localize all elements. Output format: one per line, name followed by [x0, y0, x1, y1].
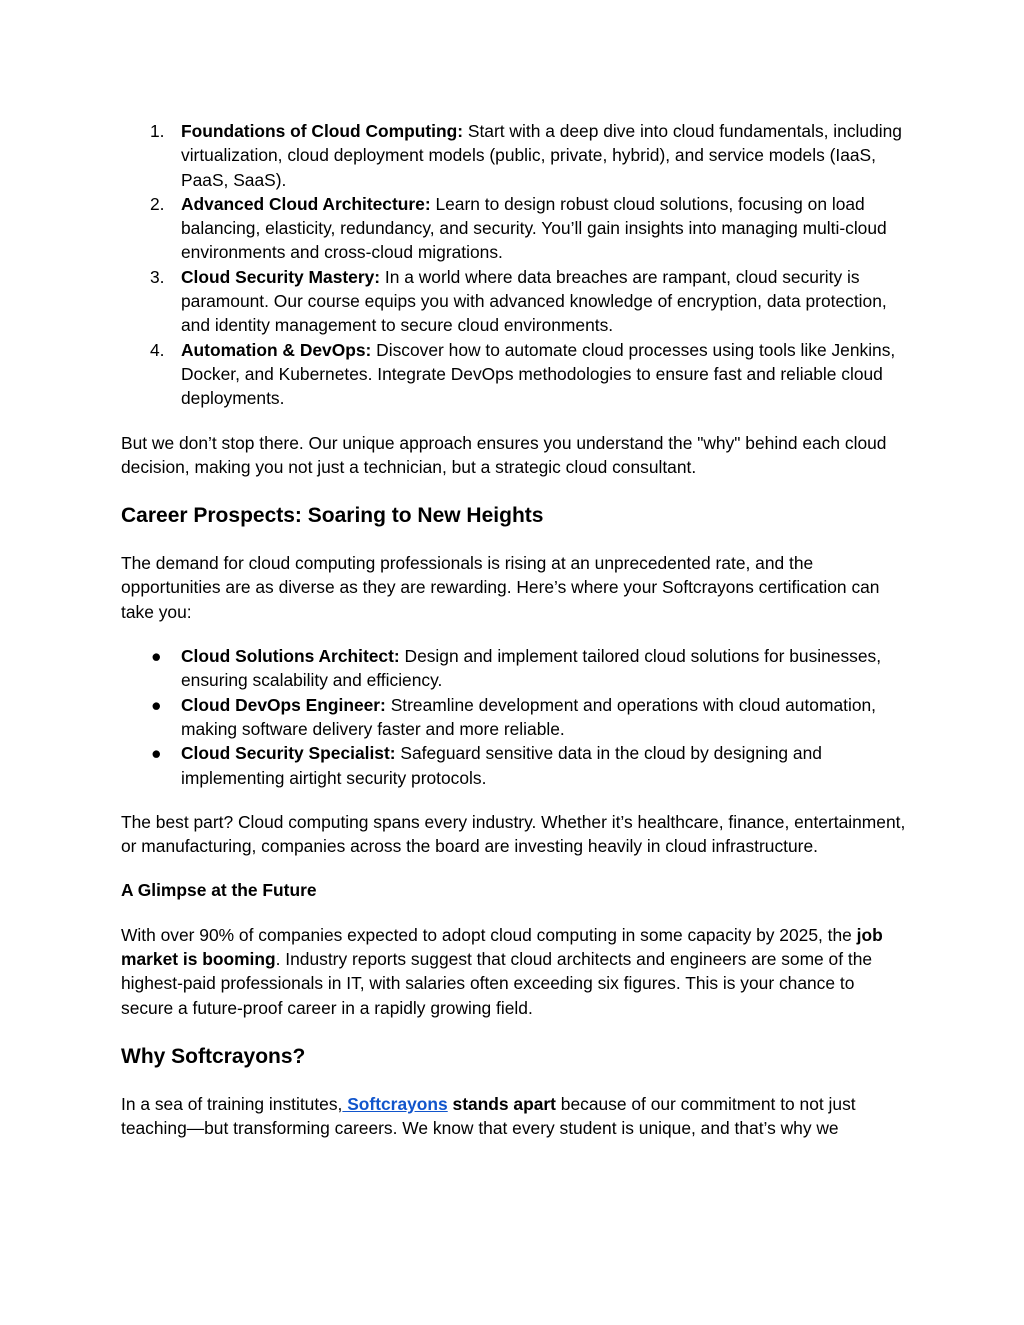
- list-item: [121, 693, 906, 742]
- list-item: [121, 192, 906, 265]
- document-page: [121, 119, 906, 1141]
- bullet-icon: ●: [151, 694, 162, 715]
- list-item-text: Start with a deep dive into cloud fundamentals, including virtualization, cloud deployment models (public, private, hybrid), and service models (IaaS, PaaS, SaaS).: [181, 121, 902, 190]
- list-item-lead: Automation & DevOps:: [181, 339, 372, 360]
- list-item-lead: Advanced Cloud Architecture:: [181, 193, 431, 214]
- list-item-text: Safeguard sensitive data in the cloud by designing and implementing airtight security protocols.: [181, 743, 822, 788]
- why-text-bold: stands apart: [447, 1093, 556, 1114]
- why-softcrayons-heading: Why Softcrayons?: [121, 1044, 306, 1068]
- softcrayons-link[interactable]: Softcrayons: [342, 1093, 448, 1114]
- future-paragraph: [121, 923, 906, 1020]
- list-item-text: Learn to design robust cloud solutions, focusing on load balancing, elasticity, redundancy, and security. You’ll gain insights into managing multi-cloud environments and cross-cloud migrations.: [181, 193, 887, 263]
- list-item: [121, 741, 906, 790]
- career-roles-bullet-list: [121, 644, 906, 790]
- future-text-pre: With over 90% of companies expected to adopt cloud computing in some capacity by 2025, the: [121, 924, 857, 945]
- future-subheading: A Glimpse at the Future: [121, 880, 317, 901]
- list-item-lead: Cloud DevOps Engineer:: [181, 694, 386, 715]
- career-prospects-heading: Career Prospects: Soaring to New Heights: [121, 504, 544, 528]
- curriculum-numbered-list: [121, 119, 906, 411]
- list-item: [121, 644, 906, 693]
- list-item: [121, 119, 906, 192]
- list-item: [121, 338, 906, 411]
- list-item-lead: Cloud Solutions Architect:: [181, 646, 400, 667]
- why-text-post: because of our commitment to not just teaching—but transforming careers. We know that every student is unique, and that’s why we: [121, 1093, 856, 1139]
- future-text-post: . Industry reports suggest that cloud architects and engineers are some of the highest-paid professionals in IT, with salaries often exceeding six figures. This is your chance to secure a future-proof career in a rapidly growing field.: [121, 949, 873, 1018]
- list-number: 4.: [150, 339, 165, 360]
- list-item-lead: Cloud Security Mastery:: [181, 266, 381, 287]
- list-item-lead: Cloud Security Specialist:: [181, 743, 396, 764]
- bullet-icon: ●: [151, 743, 162, 764]
- best-part-paragraph: The best part? Cloud computing spans every industry. Whether it’s healthcare, finance, entertainment, or manufacturing, companies across the board are investing heavily in cloud infrastructure.: [121, 811, 906, 857]
- list-item-text: Streamline development and operations with cloud automation, making software delivery faster and more reliable.: [181, 694, 876, 739]
- list-item-text: Discover how to automate cloud processes using tools like Jenkins, Docker, and Kubernetes. Integrate DevOps methodologies to ensure fast and reliable cloud deployments.: [181, 339, 896, 409]
- list-item-text: In a world where data breaches are rampant, cloud security is paramount. Our course equips you with advanced knowledge of encryption, data protection, and identity management to secure cloud environments.: [181, 266, 887, 336]
- approach-paragraph: But we don’t stop there. Our unique approach ensures you understand the "why" behind each cloud decision, making you not just a technician, but a strategic cloud consultant.: [121, 432, 887, 477]
- future-text-bold: job market is booming: [121, 924, 883, 970]
- why-paragraph: [121, 1092, 906, 1141]
- bullet-icon: ●: [151, 646, 162, 667]
- why-text-pre: In a sea of training institutes,: [121, 1093, 343, 1114]
- list-number: 2.: [150, 193, 165, 214]
- list-item-lead: Foundations of Cloud Computing:: [181, 121, 464, 141]
- demand-paragraph: The demand for cloud computing professionals is rising at an unprecedented rate, and the opportunities are as diverse as they are rewarding. Here’s where your Softcrayons certification can take you:: [121, 553, 880, 622]
- list-item-text: Design and implement tailored cloud solutions for businesses, ensuring scalability and efficiency.: [181, 646, 882, 691]
- list-item: [121, 265, 906, 338]
- list-number: 1.: [150, 121, 165, 141]
- list-number: 3.: [150, 266, 165, 287]
